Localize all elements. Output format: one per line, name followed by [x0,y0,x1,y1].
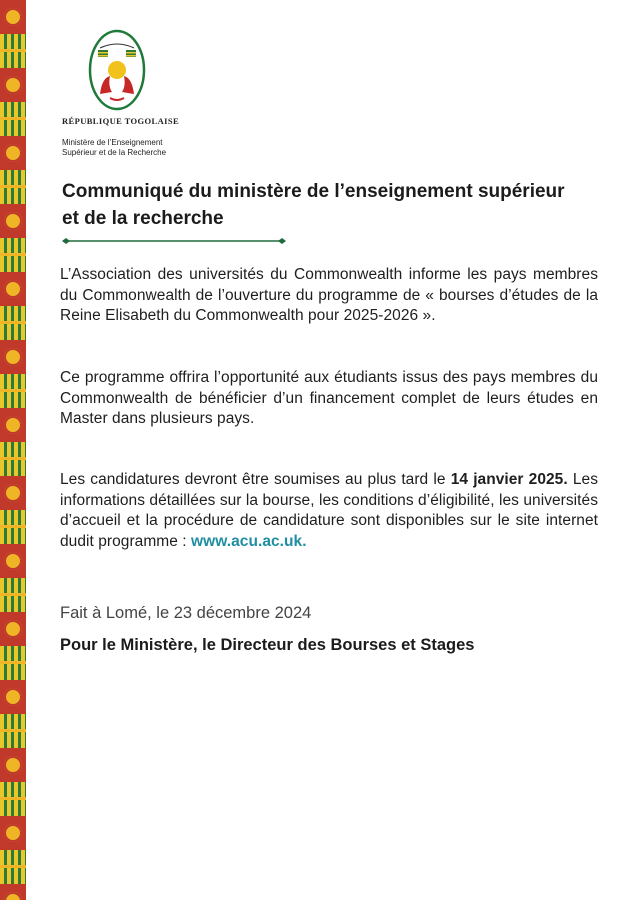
kente-bar [0,593,26,596]
signatory: Pour le Ministère, le Directeur des Bourses et Stages [60,636,475,654]
kente-yellow-block [0,646,26,680]
kente-red-block [0,816,26,850]
kente-emblem-icon [4,892,22,900]
kente-bar [0,797,26,800]
coat-of-arms [62,28,172,112]
kente-red-block [0,612,26,646]
title-divider [62,236,286,246]
kente-red-block [0,476,26,510]
kente-emblem-icon [4,484,22,502]
page-title: Communiqué du ministère de l’enseignement supérieur et de la recherche [62,181,565,229]
kente-bar [0,185,26,188]
deadline-intro: Les candidatures devront être soumises au plus tard le [60,471,446,488]
kente-yellow-block [0,442,26,476]
deadline-date: 14 janvier 2025. [450,471,568,488]
kente-bar [0,457,26,460]
kente-red-block [0,544,26,578]
republic-name: RÉPUBLIQUE TOGOLAISE [62,116,180,126]
kente-red-block [0,340,26,374]
kente-yellow-block [0,782,26,816]
kente-emblem-icon [4,280,22,298]
kente-emblem-icon [4,348,22,366]
kente-yellow-block [0,374,26,408]
kente-emblem-icon [4,756,22,774]
kente-red-block [0,136,26,170]
kente-bar [0,865,26,868]
kente-border [0,0,26,900]
kente-bar [0,661,26,664]
kente-red-block [0,748,26,782]
deadline-details: Les informations détaillées sur la bourse, les conditions d’éligibilité, les universités d’accueil et la procédure de candidature sont disponibles sur le site internet dudit programme : [60,471,599,550]
paragraph-programme: Ce programme offrira l’opportunité aux étudiants issus des pays membres du Commonwealth de bénéficier d’un financement complet de leurs études en Master dans plusieurs pays. [60,369,598,427]
kente-bar [0,729,26,732]
ministry-line-2: Supérieur et de la Recherche [62,148,167,157]
kente-bar [0,117,26,120]
paragraph-deadline [60,470,598,552]
kente-yellow-block [0,170,26,204]
kente-bar [0,525,26,528]
kente-emblem-icon [4,416,22,434]
kente-bar [0,49,26,52]
kente-red-block [0,884,26,900]
kente-bar [0,253,26,256]
kente-yellow-block [0,102,26,136]
kente-bar [0,321,26,324]
kente-yellow-block [0,238,26,272]
kente-emblem-icon [4,144,22,162]
kente-yellow-block [0,850,26,884]
kente-yellow-block [0,34,26,68]
kente-red-block [0,0,26,34]
kente-yellow-block [0,510,26,544]
kente-bar [0,389,26,392]
togo-seal-icon [86,28,148,112]
paragraph-announcement: L’Association des universités du Commonwealth informe les pays membres du Commonwealth de l’ouverture du programme de « bourses d’études de la Reine Elisabeth du Commonwealth pour 2025-2026 ». [60,266,598,324]
kente-emblem-icon [4,8,22,26]
kente-emblem-icon [4,212,22,230]
kente-red-block [0,204,26,238]
ministry-name [62,138,202,158]
kente-emblem-icon [4,552,22,570]
kente-red-block [0,408,26,442]
kente-emblem-icon [4,824,22,842]
kente-red-block [0,680,26,714]
kente-yellow-block [0,578,26,612]
kente-red-block [0,272,26,306]
ministry-line-1: Ministère de l’Enseignement [62,138,163,147]
kente-red-block [0,68,26,102]
kente-emblem-icon [4,620,22,638]
kente-yellow-block [0,714,26,748]
website-link[interactable]: www.acu.ac.uk. [191,532,307,550]
place-date: Fait à Lomé, le 23 décembre 2024 [60,604,312,622]
kente-emblem-icon [4,688,22,706]
kente-emblem-icon [4,76,22,94]
kente-yellow-block [0,306,26,340]
